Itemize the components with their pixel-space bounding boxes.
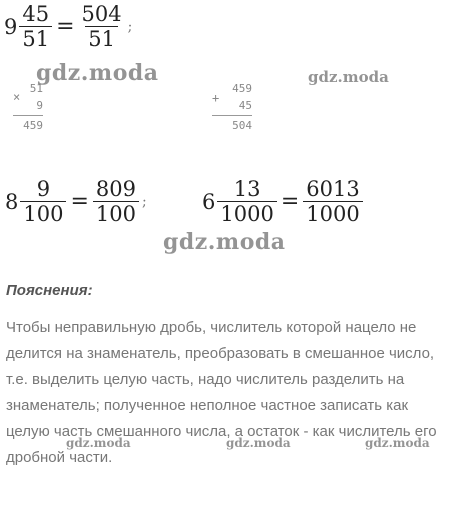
watermark: gdz.moda [226, 436, 291, 450]
denominator: 51 [19, 26, 52, 51]
numerator: 504 [81, 2, 122, 26]
improper-fraction [79, 2, 125, 51]
mixed-whole-part: 9 [4, 14, 18, 39]
equation-3 [202, 177, 363, 226]
result-line [212, 115, 252, 116]
mixed-whole-part: 8 [5, 189, 19, 214]
numerator: 13 [233, 177, 261, 201]
mixed-whole-part: 6 [202, 189, 216, 214]
separator: ; [142, 193, 147, 210]
result-line [13, 115, 43, 116]
addend-1: 459 [232, 82, 252, 95]
multiplier: 9 [36, 99, 43, 112]
equals-sign: = [56, 14, 75, 39]
improper-fraction [303, 177, 362, 226]
denominator: 1000 [303, 201, 362, 226]
denominator: 100 [93, 201, 139, 226]
numerator: 6013 [306, 177, 360, 201]
numerator: 9 [36, 177, 51, 201]
watermark: gdz.moda [308, 68, 389, 86]
denominator: 1000 [217, 201, 276, 226]
column-addition [212, 80, 252, 134]
multiply-sign: × [13, 90, 21, 104]
explanation-text: Чтобы неправильную дробь, числитель которой нацело не делится на знаменатель, преобразовать в смешанное число, т.е. выделить целую часть, надо числитель разделить на знаменатель; полученное неполное частное записать как целую часть смешанного числа, а остаток - как числитель его дробной части. [6, 319, 437, 466]
mixed-fraction [217, 177, 276, 226]
equals-sign: = [70, 189, 89, 214]
denominator: 51 [85, 26, 118, 51]
column-multiplication [13, 80, 43, 134]
mixed-fraction [19, 2, 52, 51]
multiplicand: 51 [29, 82, 43, 95]
addend-2: 45 [238, 99, 252, 112]
plus-sign: + [212, 91, 220, 105]
separator: ; [127, 18, 133, 35]
numerator: 45 [22, 2, 50, 26]
sum: 504 [232, 119, 252, 132]
improper-fraction [93, 177, 139, 226]
watermark: gdz.moda [163, 229, 286, 255]
explanation-heading: Пояснения: [6, 282, 93, 299]
mixed-fraction [20, 177, 66, 226]
denominator: 100 [20, 201, 66, 226]
watermark: gdz.moda [365, 436, 430, 450]
equation-2 [5, 177, 147, 226]
equals-sign: = [280, 189, 300, 214]
watermark: gdz.moda [66, 436, 131, 450]
watermark: gdz.moda [36, 60, 159, 86]
product: 459 [23, 119, 43, 132]
numerator: 809 [95, 177, 136, 201]
equation-1 [4, 2, 132, 51]
